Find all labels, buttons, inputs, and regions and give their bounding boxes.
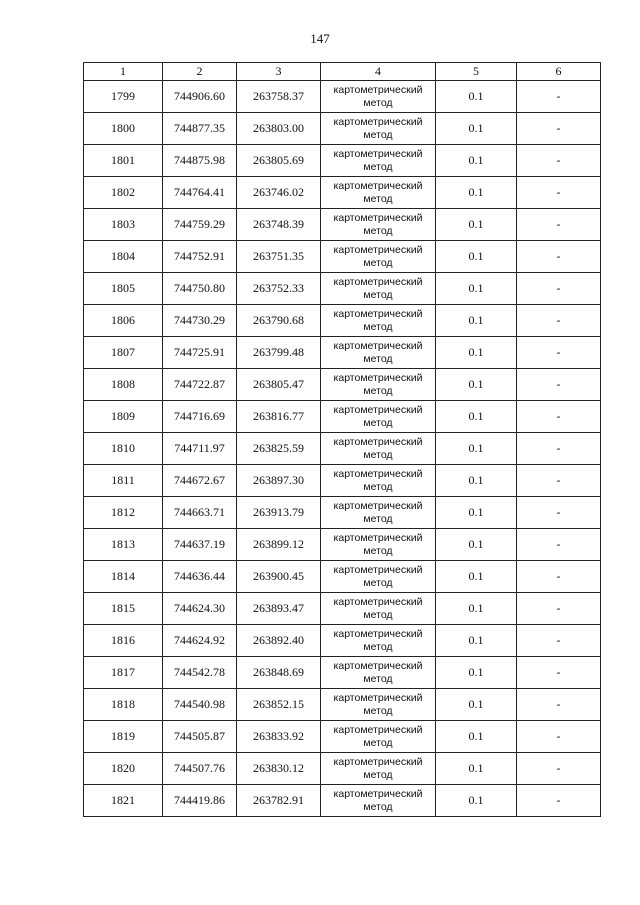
table-row <box>84 625 601 657</box>
method-text-line1: картометрический <box>333 787 423 800</box>
note-cell: - <box>517 401 601 433</box>
y-coordinate-cell: 263746.02 <box>237 177 321 209</box>
note-cell: - <box>517 241 601 273</box>
method-text-line1: картометрический <box>333 339 423 352</box>
table-row <box>84 401 601 433</box>
note-cell: - <box>517 721 601 753</box>
x-coordinate-cell: 744730.29 <box>163 305 237 337</box>
table-row <box>84 209 601 241</box>
header-col-3: 3 <box>237 63 321 81</box>
method-text-line1: картометрический <box>333 499 423 512</box>
method-text-line2: метод <box>363 768 393 781</box>
x-coordinate-cell: 744906.60 <box>163 81 237 113</box>
y-coordinate-cell: 263852.15 <box>237 689 321 721</box>
coordinates-table <box>83 62 601 817</box>
method-text-line1: картометрический <box>333 723 423 736</box>
method-cell <box>321 337 436 369</box>
x-coordinate-cell: 744636.44 <box>163 561 237 593</box>
header-col-1: 1 <box>84 63 163 81</box>
method-cell <box>321 689 436 721</box>
method-text-line1: картометрический <box>333 627 423 640</box>
y-coordinate-cell: 263752.33 <box>237 273 321 305</box>
x-coordinate-cell: 744507.76 <box>163 753 237 785</box>
method-text-line2: метод <box>363 416 393 429</box>
method-cell <box>321 177 436 209</box>
x-coordinate-cell: 744540.98 <box>163 689 237 721</box>
method-text-line2: метод <box>363 256 393 269</box>
point-number-cell: 1809 <box>84 401 163 433</box>
note-cell: - <box>517 369 601 401</box>
note-cell: - <box>517 657 601 689</box>
method-cell <box>321 145 436 177</box>
y-coordinate-cell: 263805.47 <box>237 369 321 401</box>
accuracy-cell: 0.1 <box>436 785 517 817</box>
point-number-cell: 1802 <box>84 177 163 209</box>
table-row <box>84 241 601 273</box>
table-row <box>84 177 601 209</box>
y-coordinate-cell: 263913.79 <box>237 497 321 529</box>
method-text-line1: картометрический <box>333 467 423 480</box>
y-coordinate-cell: 263790.68 <box>237 305 321 337</box>
x-coordinate-cell: 744542.78 <box>163 657 237 689</box>
method-text-line2: метод <box>363 352 393 365</box>
table-row <box>84 689 601 721</box>
x-coordinate-cell: 744624.92 <box>163 625 237 657</box>
y-coordinate-cell: 263758.37 <box>237 81 321 113</box>
method-cell <box>321 113 436 145</box>
method-text-line1: картометрический <box>333 435 423 448</box>
point-number-cell: 1800 <box>84 113 163 145</box>
x-coordinate-cell: 744637.19 <box>163 529 237 561</box>
method-text-line1: картометрический <box>333 371 423 384</box>
note-cell: - <box>517 561 601 593</box>
method-text-line2: метод <box>363 96 393 109</box>
y-coordinate-cell: 263803.00 <box>237 113 321 145</box>
x-coordinate-cell: 744663.71 <box>163 497 237 529</box>
point-number-cell: 1807 <box>84 337 163 369</box>
x-coordinate-cell: 744877.35 <box>163 113 237 145</box>
x-coordinate-cell: 744750.80 <box>163 273 237 305</box>
method-text-line2: метод <box>363 192 393 205</box>
table-row <box>84 465 601 497</box>
y-coordinate-cell: 263833.92 <box>237 721 321 753</box>
table-row <box>84 81 601 113</box>
x-coordinate-cell: 744716.69 <box>163 401 237 433</box>
method-text-line2: метод <box>363 512 393 525</box>
accuracy-cell: 0.1 <box>436 561 517 593</box>
y-coordinate-cell: 263830.12 <box>237 753 321 785</box>
method-cell <box>321 785 436 817</box>
y-coordinate-cell: 263799.48 <box>237 337 321 369</box>
accuracy-cell: 0.1 <box>436 113 517 145</box>
x-coordinate-cell: 744672.67 <box>163 465 237 497</box>
y-coordinate-cell: 263899.12 <box>237 529 321 561</box>
method-text-line2: метод <box>363 800 393 813</box>
table-row <box>84 145 601 177</box>
accuracy-cell: 0.1 <box>436 593 517 625</box>
method-text-line1: картометрический <box>333 531 423 544</box>
point-number-cell: 1799 <box>84 81 163 113</box>
y-coordinate-cell: 263900.45 <box>237 561 321 593</box>
method-cell <box>321 465 436 497</box>
method-cell <box>321 81 436 113</box>
note-cell: - <box>517 753 601 785</box>
accuracy-cell: 0.1 <box>436 81 517 113</box>
point-number-cell: 1821 <box>84 785 163 817</box>
method-text-line1: картометрический <box>333 307 423 320</box>
point-number-cell: 1814 <box>84 561 163 593</box>
x-coordinate-cell: 744875.98 <box>163 145 237 177</box>
x-coordinate-cell: 744722.87 <box>163 369 237 401</box>
method-text-line1: картометрический <box>333 563 423 576</box>
note-cell: - <box>517 177 601 209</box>
method-text-line2: метод <box>363 640 393 653</box>
point-number-cell: 1815 <box>84 593 163 625</box>
y-coordinate-cell: 263848.69 <box>237 657 321 689</box>
point-number-cell: 1813 <box>84 529 163 561</box>
note-cell: - <box>517 81 601 113</box>
accuracy-cell: 0.1 <box>436 241 517 273</box>
method-text-line2: метод <box>363 480 393 493</box>
accuracy-cell: 0.1 <box>436 337 517 369</box>
header-col-4: 4 <box>321 63 436 81</box>
method-text-line1: картометрический <box>333 83 423 96</box>
method-cell <box>321 593 436 625</box>
page-number: 147 <box>310 31 330 46</box>
accuracy-cell: 0.1 <box>436 369 517 401</box>
method-text-line2: метод <box>363 224 393 237</box>
table-row <box>84 433 601 465</box>
x-coordinate-cell: 744624.30 <box>163 593 237 625</box>
note-cell: - <box>517 305 601 337</box>
x-coordinate-cell: 744505.87 <box>163 721 237 753</box>
point-number-cell: 1817 <box>84 657 163 689</box>
header-col-5: 5 <box>436 63 517 81</box>
method-text-line2: метод <box>363 448 393 461</box>
method-cell <box>321 529 436 561</box>
accuracy-cell: 0.1 <box>436 401 517 433</box>
y-coordinate-cell: 263751.35 <box>237 241 321 273</box>
point-number-cell: 1811 <box>84 465 163 497</box>
point-number-cell: 1804 <box>84 241 163 273</box>
method-cell <box>321 305 436 337</box>
method-cell <box>321 625 436 657</box>
method-text-line1: картометрический <box>333 147 423 160</box>
note-cell: - <box>517 593 601 625</box>
y-coordinate-cell: 263805.69 <box>237 145 321 177</box>
note-cell: - <box>517 689 601 721</box>
table-row <box>84 305 601 337</box>
method-text-line1: картометрический <box>333 691 423 704</box>
table-row <box>84 785 601 817</box>
table-row <box>84 273 601 305</box>
accuracy-cell: 0.1 <box>436 305 517 337</box>
table-header <box>84 63 601 81</box>
method-text-line1: картометрический <box>333 275 423 288</box>
point-number-cell: 1805 <box>84 273 163 305</box>
method-text-line2: метод <box>363 160 393 173</box>
y-coordinate-cell: 263892.40 <box>237 625 321 657</box>
method-cell <box>321 657 436 689</box>
accuracy-cell: 0.1 <box>436 145 517 177</box>
method-text-line2: метод <box>363 384 393 397</box>
note-cell: - <box>517 433 601 465</box>
note-cell: - <box>517 113 601 145</box>
accuracy-cell: 0.1 <box>436 497 517 529</box>
accuracy-cell: 0.1 <box>436 529 517 561</box>
method-cell <box>321 433 436 465</box>
accuracy-cell: 0.1 <box>436 753 517 785</box>
point-number-cell: 1803 <box>84 209 163 241</box>
table-row <box>84 113 601 145</box>
method-cell <box>321 753 436 785</box>
x-coordinate-cell: 744759.29 <box>163 209 237 241</box>
accuracy-cell: 0.1 <box>436 273 517 305</box>
method-text-line2: метод <box>363 288 393 301</box>
method-text-line2: метод <box>363 672 393 685</box>
note-cell: - <box>517 785 601 817</box>
accuracy-cell: 0.1 <box>436 465 517 497</box>
method-cell <box>321 721 436 753</box>
method-text-line1: картометрический <box>333 243 423 256</box>
note-cell: - <box>517 273 601 305</box>
method-text-line1: картометрический <box>333 211 423 224</box>
method-text-line2: метод <box>363 704 393 717</box>
accuracy-cell: 0.1 <box>436 721 517 753</box>
note-cell: - <box>517 497 601 529</box>
point-number-cell: 1810 <box>84 433 163 465</box>
accuracy-cell: 0.1 <box>436 657 517 689</box>
method-text-line1: картометрический <box>333 115 423 128</box>
x-coordinate-cell: 744752.91 <box>163 241 237 273</box>
method-text-line2: метод <box>363 608 393 621</box>
method-text-line2: метод <box>363 128 393 141</box>
note-cell: - <box>517 209 601 241</box>
x-coordinate-cell: 744725.91 <box>163 337 237 369</box>
method-text-line2: метод <box>363 736 393 749</box>
table-row <box>84 561 601 593</box>
table-row <box>84 657 601 689</box>
note-cell: - <box>517 337 601 369</box>
method-text-line1: картометрический <box>333 659 423 672</box>
note-cell: - <box>517 465 601 497</box>
header-col-2: 2 <box>163 63 237 81</box>
method-text-line2: метод <box>363 320 393 333</box>
x-coordinate-cell: 744419.86 <box>163 785 237 817</box>
method-text-line1: картометрический <box>333 755 423 768</box>
table-row <box>84 337 601 369</box>
accuracy-cell: 0.1 <box>436 433 517 465</box>
point-number-cell: 1801 <box>84 145 163 177</box>
header-row <box>84 63 601 81</box>
accuracy-cell: 0.1 <box>436 625 517 657</box>
method-text-line2: метод <box>363 544 393 557</box>
method-cell <box>321 241 436 273</box>
point-number-cell: 1818 <box>84 689 163 721</box>
point-number-cell: 1816 <box>84 625 163 657</box>
point-number-cell: 1806 <box>84 305 163 337</box>
method-cell <box>321 497 436 529</box>
y-coordinate-cell: 263825.59 <box>237 433 321 465</box>
note-cell: - <box>517 529 601 561</box>
accuracy-cell: 0.1 <box>436 689 517 721</box>
accuracy-cell: 0.1 <box>436 209 517 241</box>
y-coordinate-cell: 263897.30 <box>237 465 321 497</box>
method-text-line1: картометрический <box>333 403 423 416</box>
method-cell <box>321 273 436 305</box>
method-cell <box>321 561 436 593</box>
y-coordinate-cell: 263816.77 <box>237 401 321 433</box>
table-row <box>84 593 601 625</box>
table-row <box>84 753 601 785</box>
point-number-cell: 1820 <box>84 753 163 785</box>
y-coordinate-cell: 263782.91 <box>237 785 321 817</box>
point-number-cell: 1819 <box>84 721 163 753</box>
table-row <box>84 529 601 561</box>
x-coordinate-cell: 744711.97 <box>163 433 237 465</box>
x-coordinate-cell: 744764.41 <box>163 177 237 209</box>
note-cell: - <box>517 145 601 177</box>
method-text-line1: картометрический <box>333 179 423 192</box>
method-cell <box>321 209 436 241</box>
table-row <box>84 369 601 401</box>
accuracy-cell: 0.1 <box>436 177 517 209</box>
method-cell <box>321 401 436 433</box>
table-body <box>84 81 601 817</box>
y-coordinate-cell: 263748.39 <box>237 209 321 241</box>
header-col-6: 6 <box>517 63 601 81</box>
y-coordinate-cell: 263893.47 <box>237 593 321 625</box>
method-cell <box>321 369 436 401</box>
method-text-line2: метод <box>363 576 393 589</box>
method-text-line1: картометрический <box>333 595 423 608</box>
table-row <box>84 721 601 753</box>
point-number-cell: 1812 <box>84 497 163 529</box>
point-number-cell: 1808 <box>84 369 163 401</box>
note-cell: - <box>517 625 601 657</box>
table-row <box>84 497 601 529</box>
